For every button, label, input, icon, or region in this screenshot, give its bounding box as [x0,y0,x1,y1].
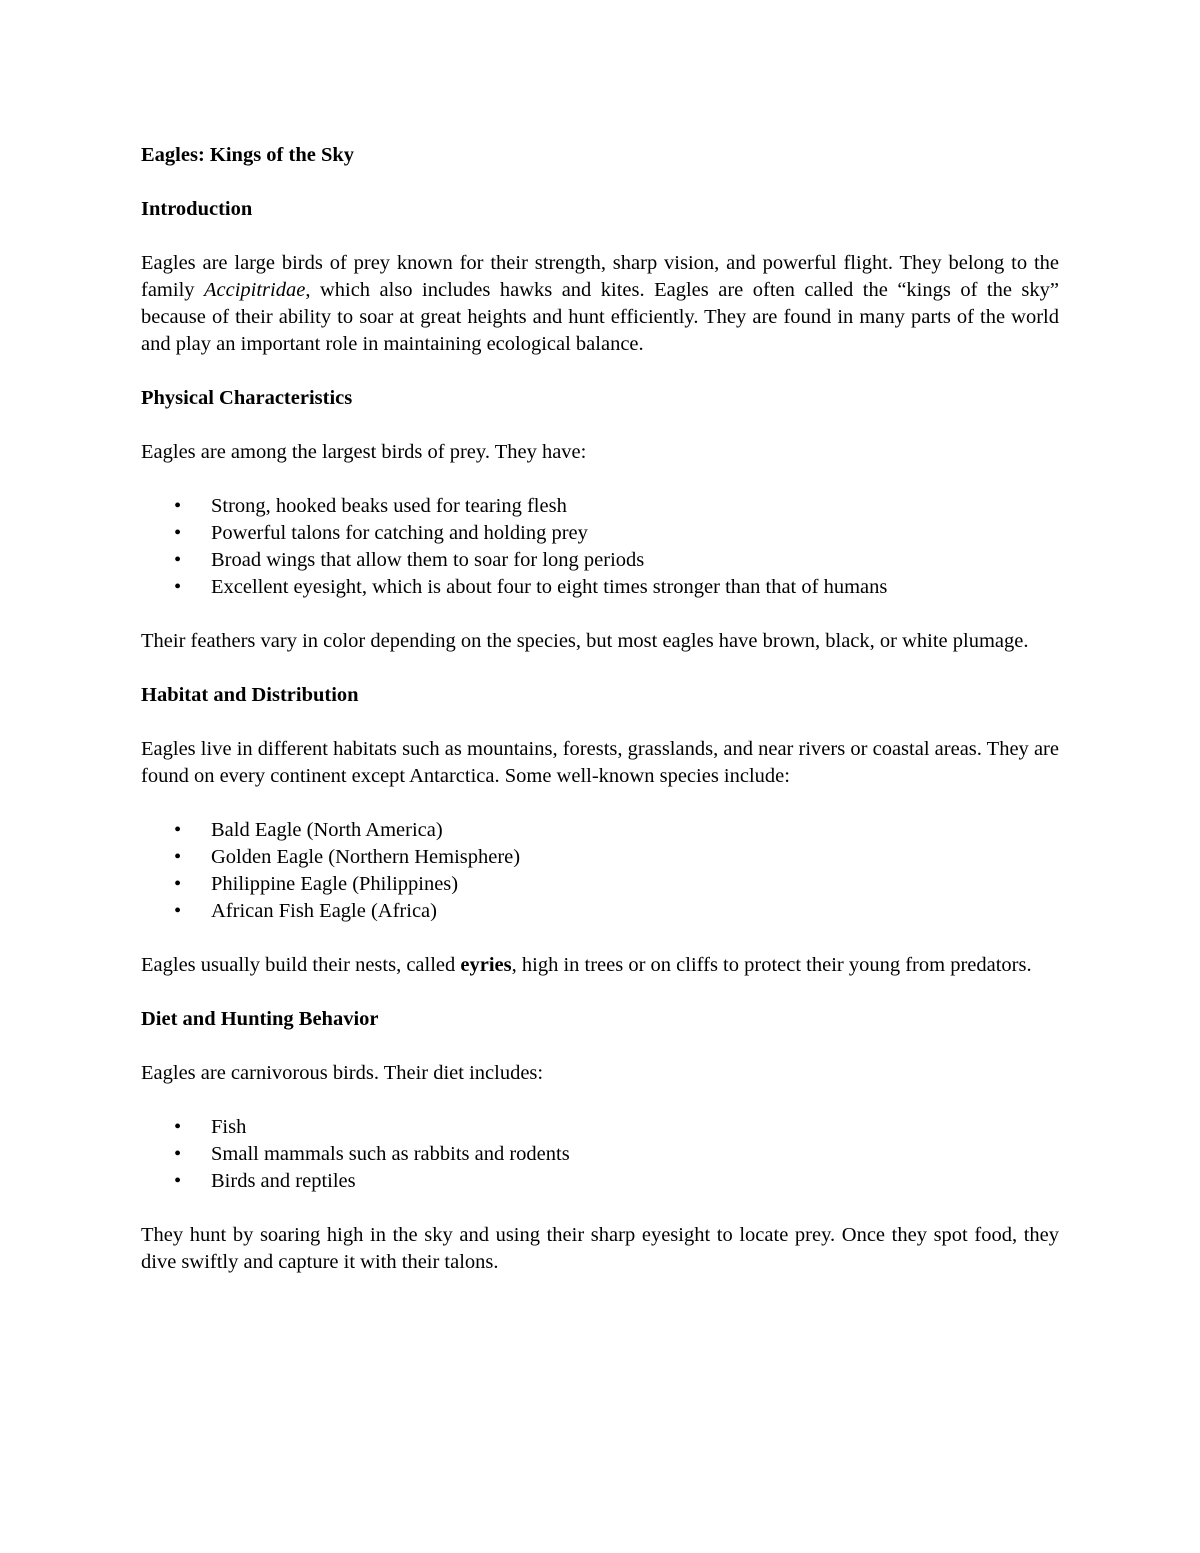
list-item [141,520,1059,547]
bullet-glyph: • [174,576,182,598]
list-item-text: Golden Eagle (Northern Hemisphere) [211,846,521,868]
bullet-glyph: • [174,1143,182,1165]
intro-text-part-2: , which also includes hawks and kites. Eagles are often called the “kings of the sky” because of their ability to soar at great heights and hunt efficiently. They are found in many parts of the world and play an important role in maintaining ecological balance. [141,279,1059,355]
bullet-glyph: • [174,1170,182,1192]
list-item-text: Strong, hooked beaks used for tearing flesh [211,495,567,517]
document-page [141,142,1059,1303]
list-item [141,844,1059,871]
list-item [141,574,1059,601]
list-item-text: Birds and reptiles [211,1170,356,1192]
paragraph-introduction [141,250,1059,358]
bullet-glyph: • [174,846,182,868]
document-title: Eagles: Kings of the Sky [141,144,354,166]
list-item [141,871,1059,898]
bullet-glyph: • [174,495,182,517]
list-item [141,493,1059,520]
bullet-glyph: • [174,522,182,544]
list-physical-traits [141,493,1059,601]
list-item [141,817,1059,844]
intro-text-part-1: Eagles are large birds of prey known for their strength, sharp vision, and powerful flight. They belong to the family [141,252,1059,301]
paragraph-nests [141,952,1059,979]
paragraph-physical-intro: Eagles are among the largest birds of prey. They have: [141,441,587,463]
list-item [141,1114,1059,1141]
nests-text-part-1: Eagles usually build their nests, called [141,954,461,976]
heading-introduction: Introduction [141,198,253,220]
heading-diet: Diet and Hunting Behavior [141,1008,379,1030]
paragraph-feathers: Their feathers vary in color depending on the species, but most eagles have brown, black, or white plumage. [141,630,1029,652]
heading-habitat: Habitat and Distribution [141,684,359,706]
eyries-term: eyries [460,954,512,976]
bullet-glyph: • [174,549,182,571]
paragraph-habitat-intro: Eagles live in different habitats such as mountains, forests, grasslands, and near rivers or coastal areas. They are found on every continent except Antarctica. Some well-known species include: [141,738,1059,787]
paragraph-diet-intro: Eagles are carnivorous birds. Their diet includes: [141,1062,544,1084]
list-item [141,898,1059,925]
bullet-glyph: • [174,819,182,841]
bullet-glyph: • [174,1116,182,1138]
list-item-text: Fish [211,1116,247,1138]
heading-physical-characteristics: Physical Characteristics [141,387,353,409]
list-item [141,1168,1059,1195]
bullet-glyph: • [174,873,182,895]
nests-text-part-2: , high in trees or on cliffs to protect their young from predators. [511,954,1032,976]
paragraph-hunting: They hunt by soaring high in the sky and using their sharp eyesight to locate prey. Once they spot food, they dive swiftly and capture it with their talons. [141,1224,1059,1273]
list-item [141,547,1059,574]
list-item-text: Excellent eyesight, which is about four to eight times stronger than that of humans [211,576,888,598]
list-item-text: Philippine Eagle (Philippines) [211,873,459,895]
list-eagle-species [141,817,1059,925]
list-item-text: Broad wings that allow them to soar for long periods [211,549,645,571]
list-item-text: Small mammals such as rabbits and rodents [211,1143,570,1165]
list-item-text: Bald Eagle (North America) [211,819,443,841]
list-item [141,1141,1059,1168]
list-item-text: Powerful talons for catching and holding prey [211,522,588,544]
family-name: Accipitridae [204,279,306,301]
bullet-glyph: • [174,900,182,922]
list-item-text: African Fish Eagle (Africa) [211,900,437,922]
list-diet [141,1114,1059,1195]
